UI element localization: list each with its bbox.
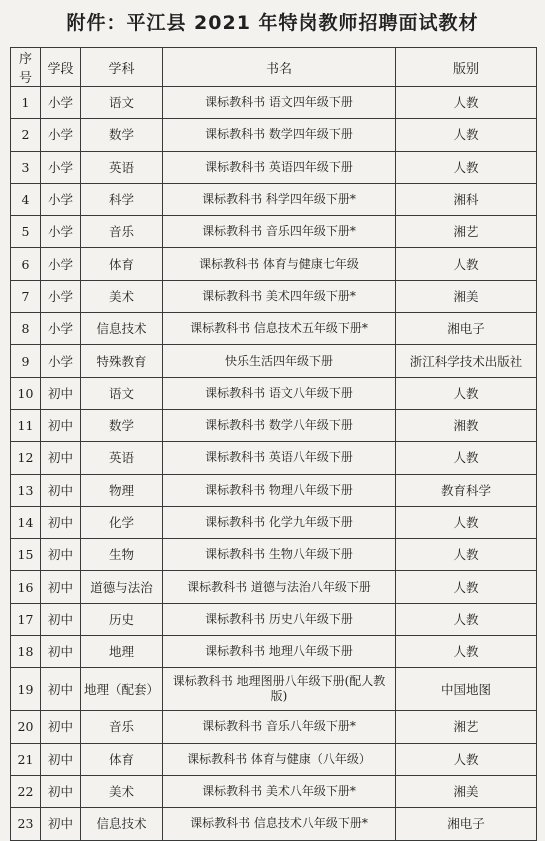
cell-stage: 小学 bbox=[41, 248, 81, 280]
cell-book-title: 课标教科书 历史八年级下册 bbox=[163, 603, 396, 635]
cell-book-title: 课标教科书 美术四年级下册* bbox=[163, 280, 396, 312]
table-row bbox=[11, 377, 537, 409]
cell-publisher: 人教 bbox=[396, 571, 537, 603]
cell-publisher: 湘美 bbox=[396, 775, 537, 807]
cell-publisher: 人教 bbox=[396, 743, 537, 775]
header-publisher: 版别 bbox=[396, 48, 537, 87]
cell-index: 16 bbox=[11, 571, 41, 603]
cell-book-title: 快乐生活四年级下册 bbox=[163, 345, 396, 377]
cell-book-title: 课标教科书 地理八年级下册 bbox=[163, 636, 396, 668]
cell-stage: 初中 bbox=[41, 808, 81, 840]
cell-book-title: 课标教科书 数学八年级下册 bbox=[163, 409, 396, 441]
table-row bbox=[11, 603, 537, 635]
table-row bbox=[11, 119, 537, 151]
cell-subject: 英语 bbox=[81, 442, 163, 474]
cell-publisher: 湘电子 bbox=[396, 313, 537, 345]
cell-book-title: 课标教科书 生物八年级下册 bbox=[163, 539, 396, 571]
cell-index: 5 bbox=[11, 216, 41, 248]
cell-publisher: 人教 bbox=[396, 506, 537, 538]
textbook-table bbox=[10, 47, 537, 841]
table-row bbox=[11, 775, 537, 807]
cell-stage: 初中 bbox=[41, 506, 81, 538]
cell-subject: 体育 bbox=[81, 743, 163, 775]
cell-index: 7 bbox=[11, 280, 41, 312]
cell-index: 10 bbox=[11, 377, 41, 409]
cell-stage: 初中 bbox=[41, 743, 81, 775]
cell-index: 19 bbox=[11, 668, 41, 711]
cell-stage: 小学 bbox=[41, 151, 81, 183]
cell-book-title: 课标教科书 地理图册八年级下册(配人教版) bbox=[163, 668, 396, 711]
cell-publisher: 湘电子 bbox=[396, 808, 537, 840]
cell-subject: 信息技术 bbox=[81, 808, 163, 840]
cell-index: 8 bbox=[11, 313, 41, 345]
cell-publisher: 湘艺 bbox=[396, 216, 537, 248]
cell-publisher: 湘艺 bbox=[396, 711, 537, 743]
cell-publisher: 人教 bbox=[396, 248, 537, 280]
cell-subject: 体育 bbox=[81, 248, 163, 280]
cell-index: 1 bbox=[11, 87, 41, 119]
cell-subject: 美术 bbox=[81, 775, 163, 807]
cell-subject: 英语 bbox=[81, 151, 163, 183]
cell-stage: 小学 bbox=[41, 216, 81, 248]
cell-subject: 数学 bbox=[81, 119, 163, 151]
cell-book-title: 课标教科书 科学四年级下册* bbox=[163, 183, 396, 215]
cell-book-title: 课标教科书 道德与法治八年级下册 bbox=[163, 571, 396, 603]
cell-stage: 初中 bbox=[41, 603, 81, 635]
table-row bbox=[11, 506, 537, 538]
cell-publisher: 湘美 bbox=[396, 280, 537, 312]
cell-book-title: 课标教科书 英语八年级下册 bbox=[163, 442, 396, 474]
header-subject: 学科 bbox=[81, 48, 163, 87]
table-row bbox=[11, 248, 537, 280]
cell-index: 15 bbox=[11, 539, 41, 571]
cell-book-title: 课标教科书 数学四年级下册 bbox=[163, 119, 396, 151]
cell-stage: 初中 bbox=[41, 636, 81, 668]
cell-subject: 信息技术 bbox=[81, 313, 163, 345]
cell-subject: 地理（配套） bbox=[81, 668, 163, 711]
cell-index: 4 bbox=[11, 183, 41, 215]
cell-stage: 初中 bbox=[41, 539, 81, 571]
cell-subject: 数学 bbox=[81, 409, 163, 441]
header-stage: 学段 bbox=[41, 48, 81, 87]
table-row bbox=[11, 280, 537, 312]
cell-publisher: 教育科学 bbox=[396, 474, 537, 506]
cell-stage: 初中 bbox=[41, 711, 81, 743]
cell-publisher: 人教 bbox=[396, 442, 537, 474]
cell-stage: 初中 bbox=[41, 775, 81, 807]
cell-book-title: 课标教科书 音乐四年级下册* bbox=[163, 216, 396, 248]
table-row bbox=[11, 474, 537, 506]
cell-stage: 小学 bbox=[41, 119, 81, 151]
table-row bbox=[11, 539, 537, 571]
cell-publisher: 人教 bbox=[396, 377, 537, 409]
table-row bbox=[11, 743, 537, 775]
cell-subject: 语文 bbox=[81, 87, 163, 119]
cell-publisher: 人教 bbox=[396, 603, 537, 635]
cell-book-title: 课标教科书 化学九年级下册 bbox=[163, 506, 396, 538]
cell-book-title: 课标教科书 音乐八年级下册* bbox=[163, 711, 396, 743]
cell-index: 21 bbox=[11, 743, 41, 775]
cell-publisher: 湘科 bbox=[396, 183, 537, 215]
cell-book-title: 课标教科书 语文八年级下册 bbox=[163, 377, 396, 409]
cell-index: 14 bbox=[11, 506, 41, 538]
cell-subject: 音乐 bbox=[81, 216, 163, 248]
table-row bbox=[11, 668, 537, 711]
cell-book-title: 课标教科书 信息技术五年级下册* bbox=[163, 313, 396, 345]
cell-publisher: 人教 bbox=[396, 119, 537, 151]
cell-subject: 生物 bbox=[81, 539, 163, 571]
cell-stage: 小学 bbox=[41, 280, 81, 312]
cell-index: 17 bbox=[11, 603, 41, 635]
cell-stage: 初中 bbox=[41, 571, 81, 603]
cell-publisher: 人教 bbox=[396, 151, 537, 183]
cell-subject: 地理 bbox=[81, 636, 163, 668]
cell-stage: 初中 bbox=[41, 377, 81, 409]
table-header-row bbox=[11, 48, 537, 87]
cell-book-title: 课标教科书 体育与健康（八年级） bbox=[163, 743, 396, 775]
table-row bbox=[11, 808, 537, 840]
cell-index: 22 bbox=[11, 775, 41, 807]
cell-subject: 音乐 bbox=[81, 711, 163, 743]
header-index: 序号 bbox=[11, 48, 41, 87]
cell-stage: 小学 bbox=[41, 87, 81, 119]
cell-book-title: 课标教科书 信息技术八年级下册* bbox=[163, 808, 396, 840]
cell-index: 18 bbox=[11, 636, 41, 668]
cell-index: 9 bbox=[11, 345, 41, 377]
cell-book-title: 课标教科书 语文四年级下册 bbox=[163, 87, 396, 119]
table-row bbox=[11, 711, 537, 743]
table-row bbox=[11, 313, 537, 345]
table-row bbox=[11, 87, 537, 119]
cell-subject: 特殊教育 bbox=[81, 345, 163, 377]
cell-stage: 初中 bbox=[41, 668, 81, 711]
cell-stage: 初中 bbox=[41, 474, 81, 506]
cell-stage: 初中 bbox=[41, 409, 81, 441]
cell-subject: 语文 bbox=[81, 377, 163, 409]
cell-index: 2 bbox=[11, 119, 41, 151]
table-row bbox=[11, 571, 537, 603]
cell-publisher: 人教 bbox=[396, 636, 537, 668]
cell-index: 11 bbox=[11, 409, 41, 441]
cell-publisher: 湘教 bbox=[396, 409, 537, 441]
cell-index: 13 bbox=[11, 474, 41, 506]
table-row bbox=[11, 345, 537, 377]
cell-subject: 美术 bbox=[81, 280, 163, 312]
cell-book-title: 课标教科书 英语四年级下册 bbox=[163, 151, 396, 183]
table-body bbox=[11, 87, 537, 841]
cell-publisher: 浙江科学技术出版社 bbox=[396, 345, 537, 377]
table-row bbox=[11, 151, 537, 183]
cell-subject: 物理 bbox=[81, 474, 163, 506]
table-row bbox=[11, 442, 537, 474]
cell-book-title: 课标教科书 物理八年级下册 bbox=[163, 474, 396, 506]
cell-subject: 化学 bbox=[81, 506, 163, 538]
cell-publisher: 人教 bbox=[396, 539, 537, 571]
header-book-title: 书名 bbox=[163, 48, 396, 87]
cell-publisher: 中国地图 bbox=[396, 668, 537, 711]
cell-stage: 小学 bbox=[41, 183, 81, 215]
cell-stage: 小学 bbox=[41, 313, 81, 345]
cell-book-title: 课标教科书 体育与健康七年级 bbox=[163, 248, 396, 280]
cell-stage: 初中 bbox=[41, 442, 81, 474]
cell-subject: 历史 bbox=[81, 603, 163, 635]
cell-book-title: 课标教科书 美术八年级下册* bbox=[163, 775, 396, 807]
cell-index: 12 bbox=[11, 442, 41, 474]
cell-index: 23 bbox=[11, 808, 41, 840]
cell-index: 6 bbox=[11, 248, 41, 280]
table-row bbox=[11, 216, 537, 248]
cell-index: 3 bbox=[11, 151, 41, 183]
cell-subject: 道德与法治 bbox=[81, 571, 163, 603]
table-row bbox=[11, 183, 537, 215]
cell-index: 20 bbox=[11, 711, 41, 743]
document-title: 附件：平江县 2021 年特岗教师招聘面试教材 bbox=[66, 12, 479, 34]
table-row bbox=[11, 409, 537, 441]
table-row bbox=[11, 636, 537, 668]
cell-subject: 科学 bbox=[81, 183, 163, 215]
cell-publisher: 人教 bbox=[396, 87, 537, 119]
cell-stage: 小学 bbox=[41, 345, 81, 377]
